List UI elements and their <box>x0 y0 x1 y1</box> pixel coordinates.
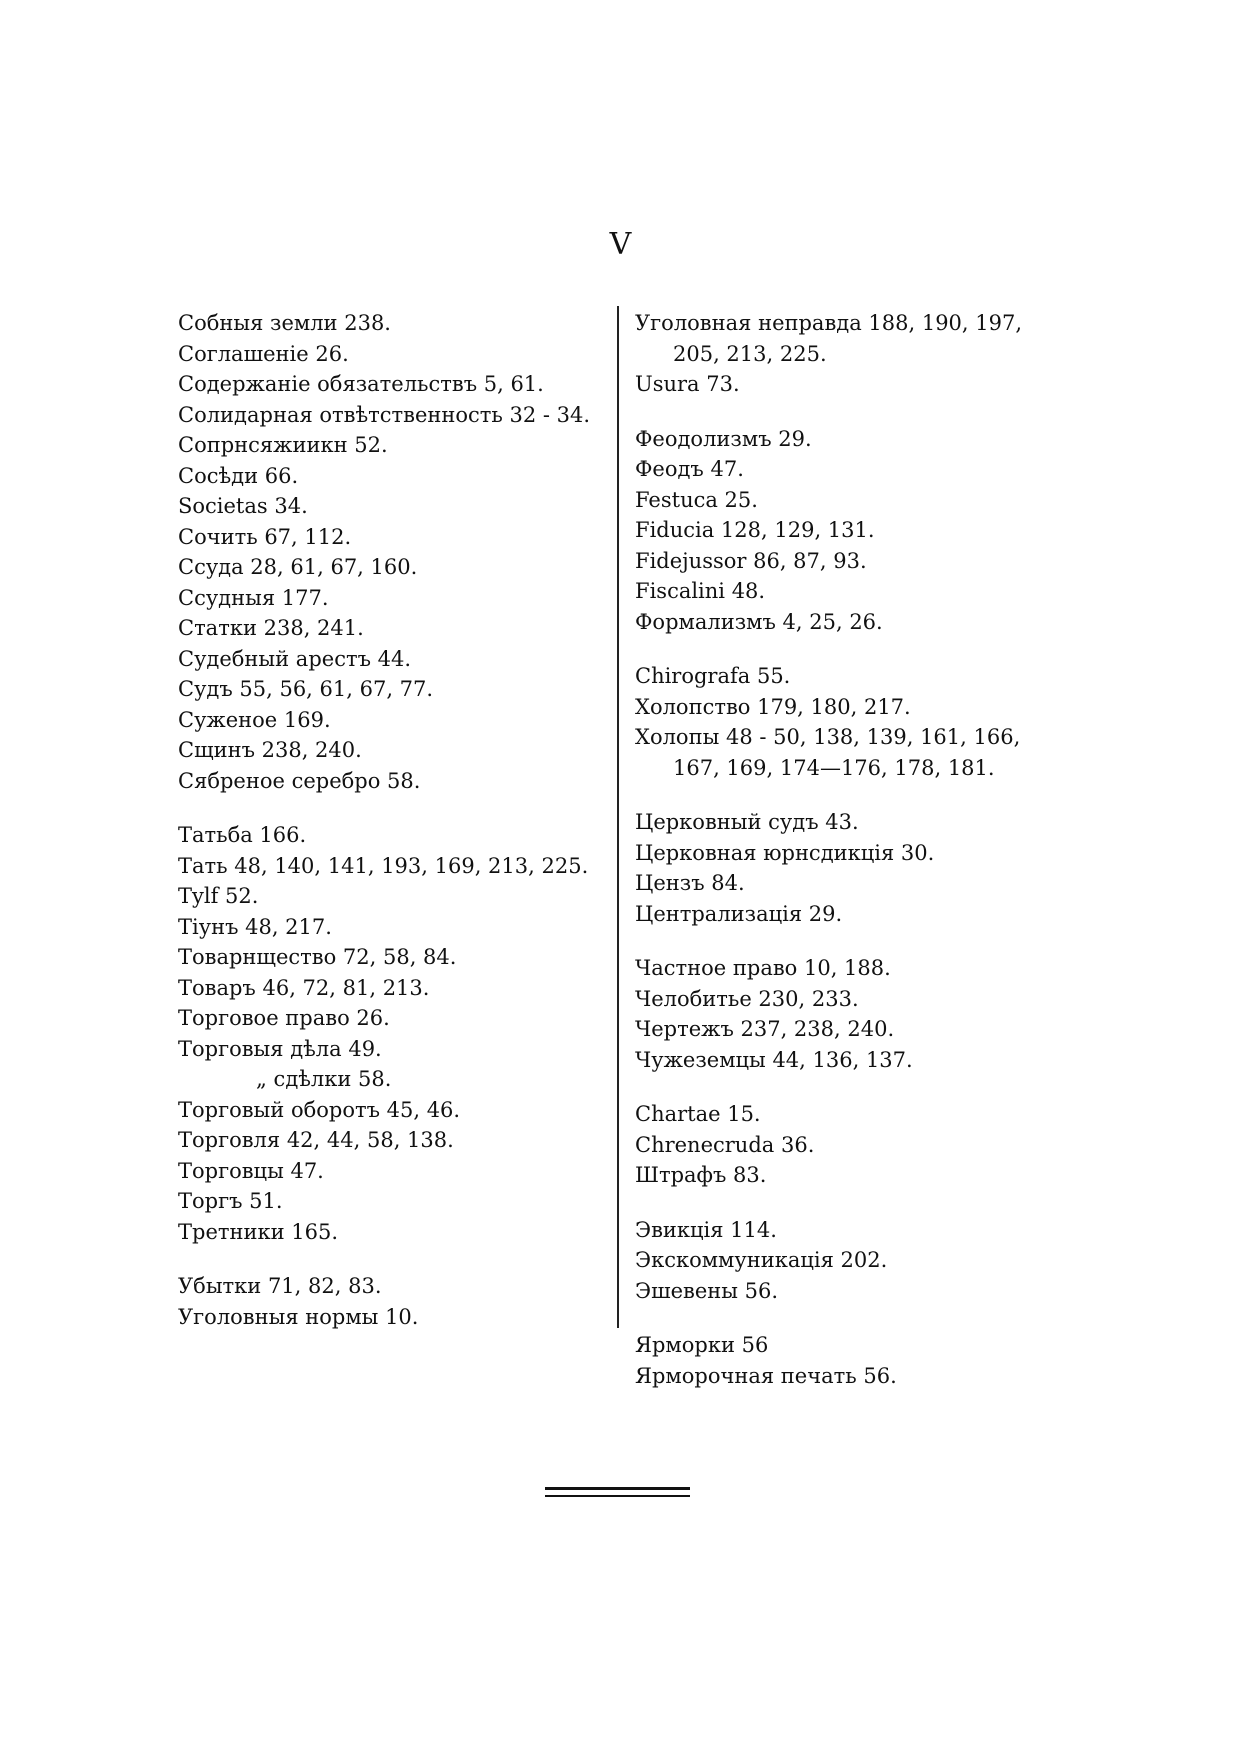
section-gap <box>635 400 1075 424</box>
rule-thin <box>545 1495 690 1497</box>
index-entry: Fiducia 128, 129, 131. <box>635 518 875 542</box>
index-entry: Содержанiе обязательствъ 5, 61. <box>178 372 544 396</box>
index-entry-continuation: 205, 213, 225. <box>673 341 827 366</box>
index-entry: Тiунъ 48, 217. <box>178 914 332 939</box>
index-entry: Цензъ 84. <box>635 871 745 895</box>
index-entry: Феодолизмъ 29. <box>635 426 812 451</box>
index-column-right <box>635 308 1075 1391</box>
index-entry: Чужеземцы 44, 136, 137. <box>635 1047 913 1072</box>
index-entry: Церковная юрнсдикцiя 30. <box>635 840 935 865</box>
index-entry: Убытки 71, 82, 83. <box>178 1274 382 1298</box>
section-gap <box>178 1247 608 1271</box>
index-entry: Татьба 166. <box>178 823 307 847</box>
index-entry: Эшевены 56. <box>635 1278 779 1303</box>
section-gap <box>635 1306 1075 1330</box>
index-entry: Сябреное серебро 58. <box>178 768 421 793</box>
index-entry: Ярморочная печать 56. <box>635 1363 897 1388</box>
index-entry: Chrenecruda 36. <box>635 1132 815 1157</box>
index-entry: Societas 34. <box>178 494 308 518</box>
index-entry: Челобитье 230, 233. <box>635 986 859 1011</box>
index-entry-continuation: 167, 169, 174—176, 178, 181. <box>673 755 995 780</box>
index-entry: Fiscalini 48. <box>635 579 766 603</box>
index-entry: Суженое 169. <box>178 707 331 732</box>
index-entry: Судъ 55, 56, 61, 67, 77. <box>178 677 434 701</box>
index-entry: Солидарная отвѣтственность 32 - 34. <box>178 402 591 427</box>
index-entry: Церковный судъ 43. <box>635 810 859 834</box>
index-entry: Chartae 15. <box>635 1102 761 1126</box>
index-entry: Частное право 10, 188. <box>635 956 891 980</box>
rule-thick <box>545 1487 690 1490</box>
index-entry: Штрафъ 83. <box>635 1163 767 1187</box>
section-gap <box>635 783 1075 807</box>
index-entry: Usura 73. <box>635 372 740 396</box>
index-entry: Эвикцiя 114. <box>635 1217 777 1242</box>
index-entry: Статки 238, 241. <box>178 616 364 640</box>
index-entry: Торговля 42, 44, 58, 138. <box>178 1128 454 1152</box>
index-entry-ditto: „ сдѣлки 58. <box>256 1067 392 1091</box>
index-entry: Торгъ 51. <box>178 1189 283 1213</box>
index-entry: Соглашенiе 26. <box>178 341 349 366</box>
index-entry: Ссуда 28, 61, 67, 160. <box>178 555 418 579</box>
index-entry: Экскоммуникацiя 202. <box>635 1248 888 1272</box>
page-number: V <box>609 227 632 262</box>
index-entry: Ярморки 56 <box>635 1333 769 1357</box>
section-gap <box>635 1075 1075 1099</box>
index-entry: Судебный арестъ 44. <box>178 646 412 671</box>
index-entry: Fidejussor 86, 87, 93. <box>635 548 867 573</box>
index-entry: Чертежъ 237, 238, 240. <box>635 1017 895 1041</box>
section-gap <box>635 1191 1075 1215</box>
index-entry: Феодъ 47. <box>635 457 744 481</box>
section-gap <box>635 929 1075 953</box>
section-gap <box>635 637 1075 661</box>
index-entry: Товаръ 46, 72, 81, 213. <box>178 975 430 1000</box>
index-entry: Тать 48, 140, 141, 193, 169, 213, 225. <box>178 853 589 878</box>
index-entry: Сщинъ 238, 240. <box>178 738 362 762</box>
index-entry: Холопство 179, 180, 217. <box>635 694 911 719</box>
section-gap <box>178 796 608 820</box>
index-entry: Tylf 52. <box>178 884 259 908</box>
column-divider <box>617 306 619 1328</box>
index-entry: Сопрнсяжиикн 52. <box>178 433 388 457</box>
index-entry: Торговый оборотъ 45, 46. <box>178 1097 461 1122</box>
index-entry: Chirografa 55. <box>635 664 791 688</box>
index-entry: Festuca 25. <box>635 487 758 512</box>
index-column-left <box>178 308 608 1332</box>
index-entry: Торговыя дѣла 49. <box>178 1036 382 1061</box>
index-entry: Централизацiя 29. <box>635 901 843 926</box>
index-entry: Холопы 48 - 50, 138, 139, 161, 166, <box>635 725 1021 749</box>
index-entry: Торговцы 47. <box>178 1158 324 1183</box>
index-entry: Третники 165. <box>178 1219 339 1244</box>
index-entry: Торговое право 26. <box>178 1006 390 1030</box>
index-entry: Уголовная неправда 188, 190, 197, <box>635 311 1023 335</box>
index-entry: Товарнщество 72, 58, 84. <box>178 945 457 969</box>
index-entry: Уголовныя нормы 10. <box>178 1304 419 1329</box>
index-entry: Собныя земли 238. <box>178 311 391 335</box>
index-entry: Сочить 67, 112. <box>178 524 352 549</box>
index-entry: Формализмъ 4, 25, 26. <box>635 609 883 634</box>
index-entry: Ссудныя 177. <box>178 585 329 610</box>
end-ornament-rule <box>545 1487 690 1497</box>
index-entry: Сосѣди 66. <box>178 463 299 488</box>
